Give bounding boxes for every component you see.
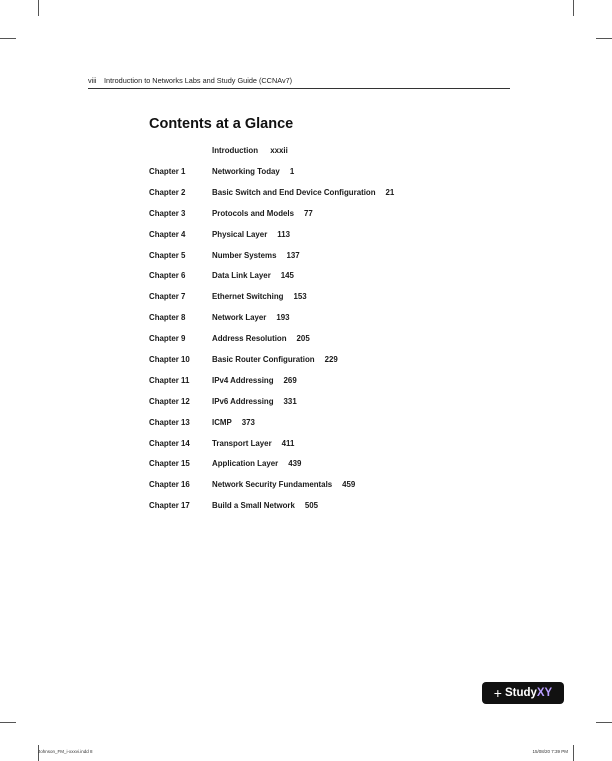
crop-mark-right-bottom	[596, 722, 612, 723]
chapter-page: 505	[304, 501, 319, 511]
chapter-label: Chapter 12	[149, 396, 190, 406]
chapter-title: ICMP	[212, 417, 232, 427]
toc-entry[interactable]	[149, 501, 479, 522]
toc-entry[interactable]	[149, 167, 479, 188]
studyxy-watermark	[482, 682, 564, 704]
slug-datetime: 15/08/20 7:39 PM	[532, 749, 568, 754]
chapter-title: IPv4 Addressing	[212, 375, 274, 385]
chapter-page: 229	[324, 355, 338, 365]
toc-entry[interactable]	[149, 209, 479, 230]
toc-entry[interactable]	[149, 459, 479, 480]
page-number: viii	[88, 76, 97, 85]
chapter-label: Chapter 8	[149, 313, 186, 323]
page-title: Contents at a Glance	[149, 116, 294, 132]
crop-mark-top-right	[573, 0, 574, 16]
chapter-label: Chapter 9	[149, 334, 186, 344]
chapter-title: Address Resolution	[212, 334, 287, 344]
plus-icon: +	[493, 685, 502, 701]
chapter-label: Chapter 5	[149, 250, 186, 260]
crop-mark-left-top	[0, 38, 16, 39]
chapter-title: Protocols and Models	[212, 208, 294, 218]
chapter-label: Chapter 14	[149, 438, 190, 448]
chapter-label: Chapter 10	[149, 355, 190, 365]
chapter-page: 21	[385, 187, 395, 197]
chapter-title: Build a Small Network	[212, 501, 295, 511]
toc-introduction[interactable]	[212, 146, 288, 155]
toc-entry[interactable]	[149, 188, 479, 209]
chapter-page: 153	[293, 292, 307, 302]
chapter-label: Chapter 13	[149, 417, 190, 427]
chapter-title: Networking Today	[212, 167, 280, 176]
crop-mark-right-top	[596, 38, 612, 39]
chapter-page: 137	[286, 250, 300, 260]
chapter-title: Application Layer	[212, 459, 279, 469]
toc-entry[interactable]	[149, 313, 479, 334]
chapter-page: 145	[280, 271, 294, 281]
introduction-page: xxxii	[270, 146, 288, 155]
toc-entry[interactable]	[149, 397, 479, 418]
toc-chapter-list	[149, 167, 479, 522]
chapter-title: Data Link Layer	[212, 271, 271, 281]
crop-mark-bottom-right	[573, 745, 574, 761]
chapter-title: Ethernet Switching	[212, 292, 284, 302]
header-rule	[88, 88, 510, 89]
chapter-page: 411	[281, 438, 295, 448]
chapter-label: Chapter 17	[149, 501, 190, 511]
chapter-page: 1	[289, 167, 295, 176]
toc-entry[interactable]	[149, 480, 479, 501]
chapter-page: 331	[283, 396, 297, 406]
chapter-page: 205	[296, 334, 310, 344]
toc-entry[interactable]	[149, 418, 479, 439]
toc-entry[interactable]	[149, 230, 479, 251]
toc-entry[interactable]	[149, 376, 479, 397]
introduction-label: Introduction	[212, 146, 259, 155]
slug-file: Johnson_FM_i-xxxvi.indd 8	[38, 749, 93, 754]
toc-entry[interactable]	[149, 439, 479, 460]
chapter-label: Chapter 2	[149, 187, 186, 197]
chapter-label: Chapter 16	[149, 480, 190, 490]
watermark-study: Study	[504, 687, 537, 699]
chapter-label: Chapter 7	[149, 292, 186, 302]
chapter-title: Network Security Fundamentals	[212, 480, 333, 490]
watermark-xy: XY	[536, 687, 553, 699]
chapter-title: Physical Layer	[212, 229, 268, 239]
toc-entry[interactable]	[149, 355, 479, 376]
chapter-page: 459	[342, 480, 356, 490]
chapter-title: IPv6 Addressing	[212, 396, 274, 406]
chapter-page: 113	[277, 229, 291, 239]
crop-mark-top-left	[38, 0, 39, 16]
running-head	[88, 76, 510, 85]
book-title: Introduction to Networks Labs and Study Guide (CCNAv7)	[104, 76, 293, 85]
toc-entry[interactable]	[149, 334, 479, 355]
chapter-label: Chapter 6	[149, 271, 186, 281]
chapter-page: 269	[283, 375, 297, 385]
toc-entry[interactable]	[149, 271, 479, 292]
chapter-title: Transport Layer	[212, 438, 272, 448]
chapter-label: Chapter 1	[149, 167, 186, 176]
chapter-title: Number Systems	[212, 250, 277, 260]
chapter-title: Basic Router Configuration	[212, 355, 315, 365]
chapter-label: Chapter 15	[149, 459, 190, 469]
toc-entry[interactable]	[149, 251, 479, 272]
crop-mark-left-bottom	[0, 722, 16, 723]
chapter-page: 77	[304, 208, 313, 218]
chapter-page: 439	[288, 459, 302, 469]
chapter-title: Basic Switch and End Device Configuration	[212, 187, 376, 197]
chapter-label: Chapter 4	[149, 229, 186, 239]
chapter-label: Chapter 11	[149, 375, 190, 385]
chapter-label: Chapter 3	[149, 208, 186, 218]
chapter-page: 373	[241, 417, 255, 427]
chapter-page: 193	[276, 313, 290, 323]
toc-entry[interactable]	[149, 292, 479, 313]
chapter-title: Network Layer	[212, 313, 267, 323]
